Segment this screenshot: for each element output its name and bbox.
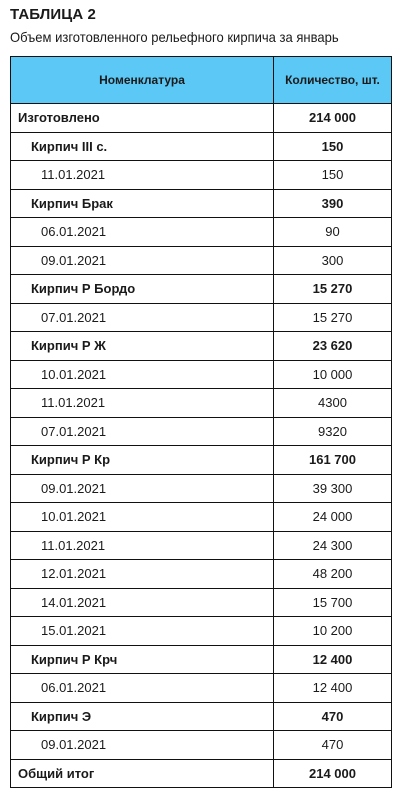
row-name-cell: Кирпич Э xyxy=(11,702,274,731)
row-name-cell: Кирпич Брак xyxy=(11,189,274,218)
production-table xyxy=(10,56,392,788)
row-quantity-cell: 15 270 xyxy=(274,275,392,304)
total-row xyxy=(11,104,392,133)
row-quantity-cell: 15 700 xyxy=(274,588,392,617)
row-quantity-cell: 214 000 xyxy=(274,104,392,133)
row-name-cell: 06.01.2021 xyxy=(11,674,274,703)
date-row xyxy=(11,617,392,646)
product-group-row xyxy=(11,702,392,731)
row-name-cell: 12.01.2021 xyxy=(11,560,274,589)
table-header-row xyxy=(11,57,392,104)
date-row xyxy=(11,731,392,760)
row-name-cell: 11.01.2021 xyxy=(11,161,274,190)
row-quantity-cell: 150 xyxy=(274,161,392,190)
date-row xyxy=(11,503,392,532)
row-quantity-cell: 12 400 xyxy=(274,645,392,674)
date-row xyxy=(11,588,392,617)
date-row xyxy=(11,474,392,503)
column-header-quantity: Количество, шт. xyxy=(274,57,392,104)
row-name-cell: Изготовлено xyxy=(11,104,274,133)
row-name-cell: 07.01.2021 xyxy=(11,417,274,446)
row-name-cell: 09.01.2021 xyxy=(11,731,274,760)
row-quantity-cell: 10 000 xyxy=(274,360,392,389)
total-row xyxy=(11,759,392,788)
row-quantity-cell: 12 400 xyxy=(274,674,392,703)
date-row xyxy=(11,360,392,389)
product-group-row xyxy=(11,275,392,304)
row-quantity-cell: 214 000 xyxy=(274,759,392,788)
row-name-cell: 11.01.2021 xyxy=(11,389,274,418)
row-quantity-cell: 10 200 xyxy=(274,617,392,646)
column-header-nomenclature: Номенклатура xyxy=(11,57,274,104)
row-name-cell: 11.01.2021 xyxy=(11,531,274,560)
row-name-cell: Кирпич Р Ж xyxy=(11,332,274,361)
date-row xyxy=(11,389,392,418)
row-quantity-cell: 48 200 xyxy=(274,560,392,589)
date-row xyxy=(11,246,392,275)
row-quantity-cell: 4300 xyxy=(274,389,392,418)
row-name-cell: 06.01.2021 xyxy=(11,218,274,247)
date-row xyxy=(11,674,392,703)
row-quantity-cell: 90 xyxy=(274,218,392,247)
product-group-row xyxy=(11,132,392,161)
row-name-cell: Кирпич Р Бордо xyxy=(11,275,274,304)
row-name-cell: 09.01.2021 xyxy=(11,246,274,275)
date-row xyxy=(11,161,392,190)
product-group-row xyxy=(11,189,392,218)
row-name-cell: 10.01.2021 xyxy=(11,503,274,532)
product-group-row xyxy=(11,446,392,475)
table-body xyxy=(11,104,392,788)
date-row xyxy=(11,218,392,247)
row-name-cell: 10.01.2021 xyxy=(11,360,274,389)
row-name-cell: 15.01.2021 xyxy=(11,617,274,646)
row-quantity-cell: 24 000 xyxy=(274,503,392,532)
row-quantity-cell: 23 620 xyxy=(274,332,392,361)
date-row xyxy=(11,417,392,446)
row-quantity-cell: 39 300 xyxy=(274,474,392,503)
row-name-cell: Кирпич III с. xyxy=(11,132,274,161)
table-caption-title: ТАБЛИЦА 2 xyxy=(10,6,96,23)
row-quantity-cell: 470 xyxy=(274,702,392,731)
row-name-cell: Общий итог xyxy=(11,759,274,788)
row-quantity-cell: 300 xyxy=(274,246,392,275)
row-quantity-cell: 161 700 xyxy=(274,446,392,475)
row-quantity-cell: 390 xyxy=(274,189,392,218)
date-row xyxy=(11,531,392,560)
row-name-cell: 14.01.2021 xyxy=(11,588,274,617)
row-quantity-cell: 15 270 xyxy=(274,303,392,332)
row-quantity-cell: 470 xyxy=(274,731,392,760)
row-quantity-cell: 9320 xyxy=(274,417,392,446)
row-name-cell: Кирпич Р Крч xyxy=(11,645,274,674)
row-name-cell: Кирпич Р Кр xyxy=(11,446,274,475)
product-group-row xyxy=(11,645,392,674)
row-name-cell: 07.01.2021 xyxy=(11,303,274,332)
table-caption-subtitle: Объем изготовленного рельефного кирпича за январь xyxy=(10,29,339,45)
product-group-row xyxy=(11,332,392,361)
row-name-cell: 09.01.2021 xyxy=(11,474,274,503)
date-row xyxy=(11,560,392,589)
row-quantity-cell: 24 300 xyxy=(274,531,392,560)
date-row xyxy=(11,303,392,332)
row-quantity-cell: 150 xyxy=(274,132,392,161)
